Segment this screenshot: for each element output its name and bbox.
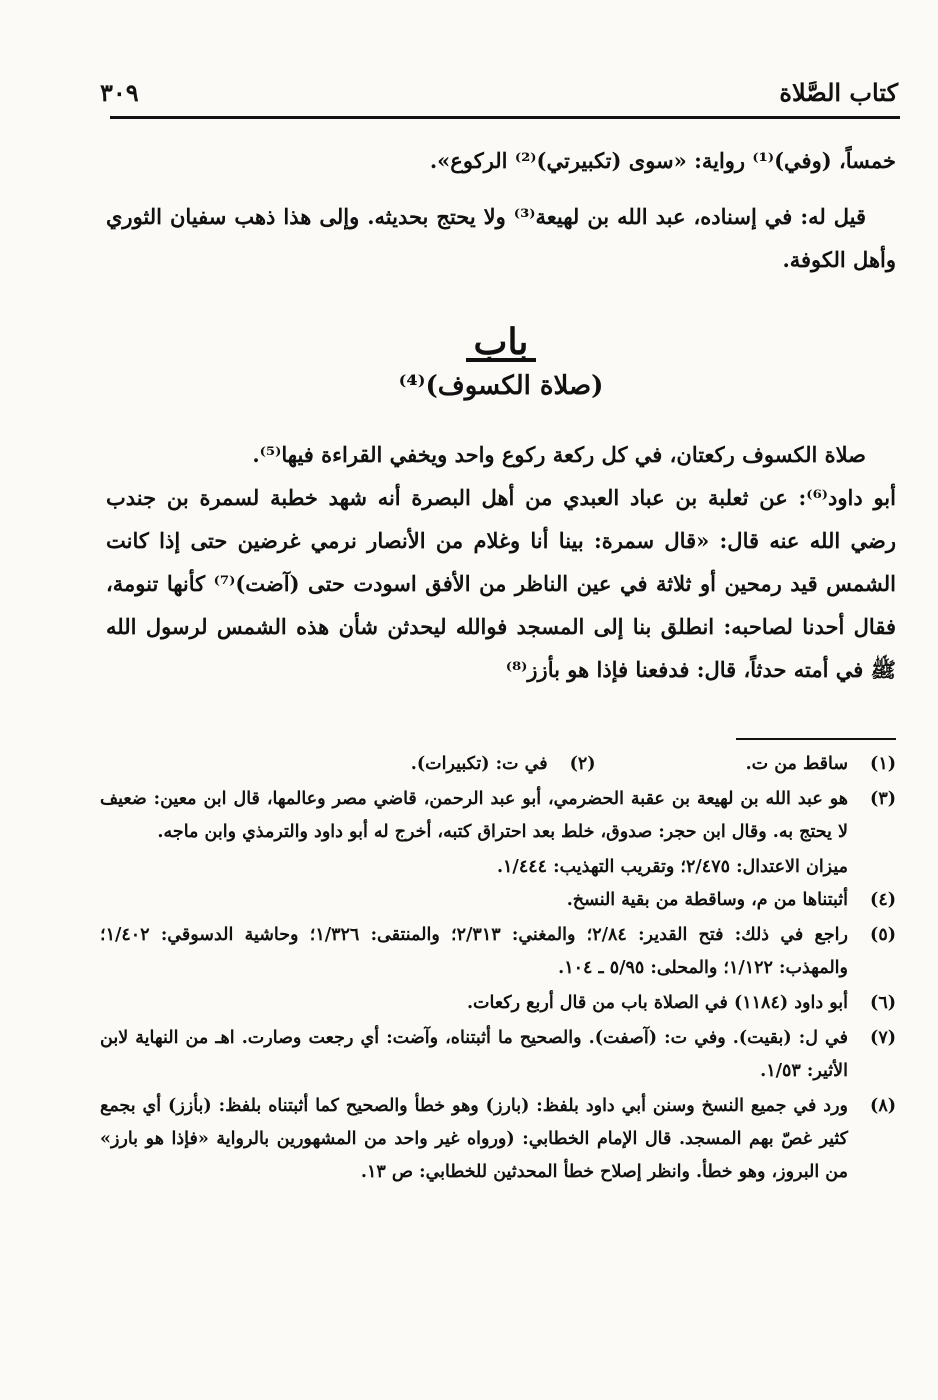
footnote-3 [100,783,896,849]
footnote-1-2 [100,748,896,781]
footnote-number: (٨) [870,1096,896,1116]
footnote-number: (٤) [870,890,896,910]
footnote-number: (٥) [870,925,896,945]
footnote-text: في ت: (تكبيرات). [410,754,548,774]
footnote-text: أبو داود (١١٨٤) في الصلاة باب من قال أربع ركعات. [466,993,848,1013]
footnote-number: (٢) [569,754,596,774]
footnote-text: في ل: (بقيت). وفي ت: (آصفت). والصحيح ما أثبتناه، وآضت: أي رجعت وصارت. اهـ من النهاية لابن الأثير: ١/٥٣. [100,1028,848,1081]
footnote-3-reference: ميزان الاعتدال: ٢/٤٧٥؛ وتقريب التهذيب: ١/٤٤٤. [496,857,848,877]
footnote-text: راجع في ذلك: فتح القدير: ٢/٨٤؛ والمغني: ٢/٣١٣؛ والمنتقى: ١/٣٢٦؛ وحاشية الدسوقي: ١/٤٠٢؛ والمهذب: ١/١٢٢؛ والمحلى: ٥/٩٥ ـ ١٠٤. [100,925,848,978]
footnote-text: هو عبد الله بن لهيعة بن عقبة الحضرمي، أبو عبد الرحمن، قاضي مصر وعالمها، قال ابن معين: ضعيف لا يحتج به. وقال ابن حجر: صدوق، خلط بعد احتراق كتبه، أخرج له أبو داود والترمذي وابن ماجه. [100,789,848,842]
footnote-text: ساقط من ت. [745,754,848,774]
body-paragraph-1: صلاة الكسوف ركعتان، في كل ركعة ركوع واحد ويخفي القراءة فيها⁽⁵⁾. [252,442,866,467]
chapter-heading: باب [473,321,529,363]
footnote-separator [736,738,896,740]
page-header [100,72,898,112]
footnote-7 [100,1022,896,1088]
body-paragraph-2: أبو داود⁽⁶⁾: عن ثعلبة بن عباد العبدي من أهل البصرة أنه شهد خطبة لسمرة بن جندب رضي الله عنه قال: «قال سمرة: بينا أنا وغلام من الأنصار نرمي غرضين حتى إذا كانت الشمس قيد رمحين أو ثلاثة في عين الناظر من الأفق اسودت حتى (آضت)⁽⁷⁾ كأنها تنومة، فقال أحدنا لصاحبه: انطلق بنا إلى المسجد فوالله ليحدثن شأن هذه الشمس لرسول الله ﷺ في أمته حدثاً، قال: فدفعنا فإذا هو بأزز⁽⁸⁾ [106,485,896,682]
footnote-text: ورد في جميع النسخ وسنن أبي داود بلفظ: (بارز) وهو خطأ والصحيح كما أثبتناه بلفظ: (بأزز) أي بجمع كثير غصّ بهم المسجد. قال الإمام الخطابي: (ورواه غير واحد من المشهورين بالرواية «فإذا هو بارز» من البروز، وهو خطأ. وانظر إصلاح خطأ المحدثين للخطابي: ص ١٣. [100,1096,848,1182]
footnote-number: (٦) [870,993,896,1013]
main-body [106,433,896,691]
footnote-number: (١) [870,754,896,774]
footnote-text: أثبتناها من م، وساقطة من بقية النسخ. [566,890,848,910]
footnote-5 [100,919,896,985]
footnote-number: (٣) [870,789,896,809]
intro-paragraph: قيل له: في إسناده، عبد الله بن لهيعة⁽³⁾ ولا يحتج بحديثه. وإلى هذا ذهب سفيان الثوري وأهل الكوفة. [106,204,896,272]
footnote-8 [100,1090,896,1189]
running-title: كتاب الصَّلاة [779,77,898,107]
header-rule [110,116,900,119]
footnote-number: (٧) [870,1028,896,1048]
chapter-subtitle: (صلاة الكسوف)⁽⁴⁾ [398,371,604,401]
footnote-6 [100,987,896,1020]
footnote-4 [100,884,896,917]
page-number: ٣٠٩ [100,77,139,107]
chapter-title [106,320,896,406]
footnotes [100,748,896,1191]
intro-line: خمساً، (وفي)⁽¹⁾ رواية: «سوى (تكبيرتي)⁽²⁾ الركوع». [429,148,896,173]
